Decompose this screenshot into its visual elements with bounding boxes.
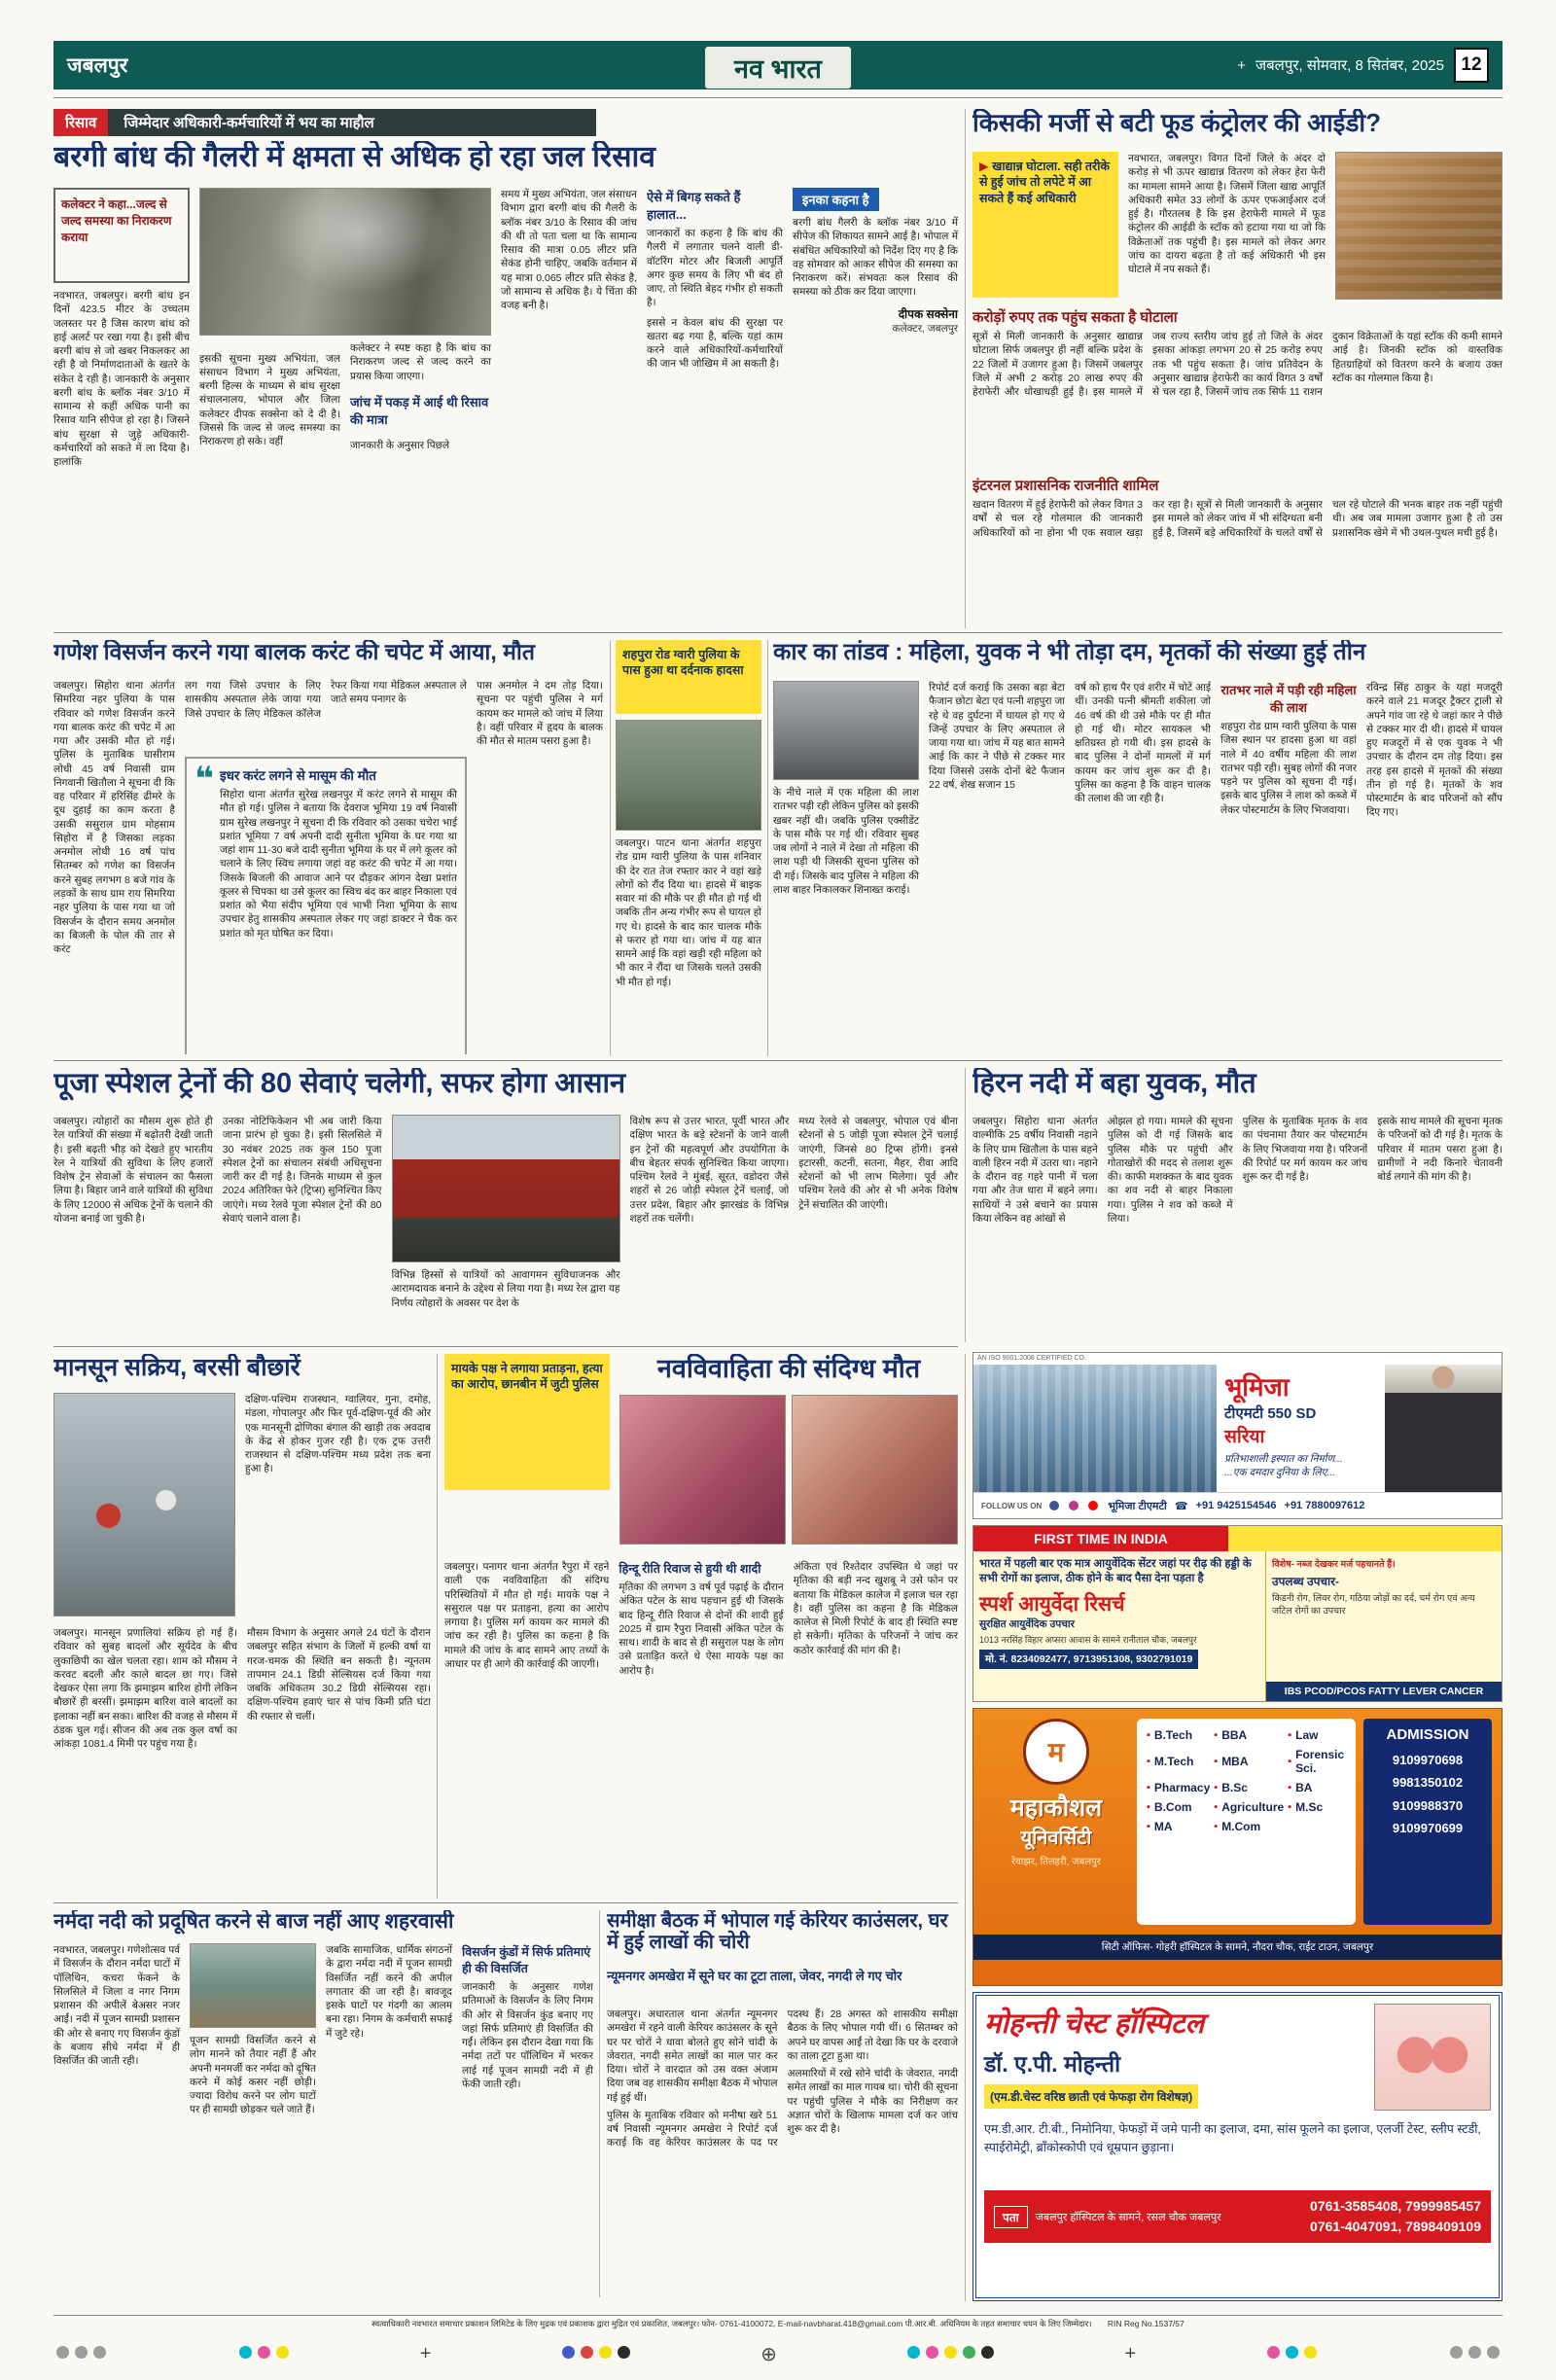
admission-box <box>1363 1719 1492 1925</box>
bullet-icon: ▪ <box>1147 1729 1150 1741</box>
dam-gallery-photo <box>199 188 491 336</box>
narmada-body-2: पूजन सामग्री विसर्जित करने से लोग मानने को तैयार नहीं हैं और अपनी मनमर्जी कर नर्मदा को दूषित करने में कोई कसर नहीं छोड़ी। ज्यादा विरोध करने पर लोग घाटों पर ही सामग्री छोड़कर चले जाते हैं। <box>190 2035 316 2116</box>
crosshair-mark: + <box>1124 2343 1137 2364</box>
leak-body-7: इससे न केवल बांध की सुरक्षा पर खतरा बढ़ गया है, बल्कि यहां काम करने वाले अधिकारियों-कर्मचारियों की जान भी जोखिम में आ सकती है। <box>647 316 783 371</box>
narmada-headline: नर्मदा नदी को प्रदूषित करने से बाज नहीं आए शहरवासी <box>53 1910 454 1933</box>
ad-mahakaushal-university <box>972 1708 1503 1986</box>
narmada-subhead: विसर्जन कुंडों में सिर्फ प्रतिमाएं ही की विसर्जित <box>462 1945 591 1975</box>
ad-sparsh-ayurveda <box>972 1525 1503 1702</box>
leak-body-2: इसकी सूचना मुख्य अभियंता, जल संसाधन विभाग ने मुख्य अभियंता, बरगी हिल्स के माध्यम से बांध सुरक्षा संचालनालय, भोपाल और जिला कलेक्टर दीपक सक्सेना को दे दी है। जिससे कि जल्द से जल्द समस्या का निराकरण हो सके। वहीं <box>199 352 340 448</box>
gray-dots-group <box>1447 2346 1503 2363</box>
article-food-controller <box>972 109 1503 628</box>
hiran-body-1: जबलपुर। सिहोरा थाना अंतर्गत वाल्मीकि 25 वर्षीय निवासी नहाने के लिए ग्राम खितौला के पास बहने वाली हिरन नदी में उतरा था। नहाने के दौरान वह गहरे पानी में चला गया और तेज धारा में बहने लगा। साथियों ने उसे बचाने का प्रयास किया लेकिन वह आंखों से <box>972 1116 1098 1225</box>
bullet-icon: ▪ <box>1214 1756 1219 1767</box>
electrocution-quote-box <box>185 757 467 1054</box>
color-dots-group <box>559 2346 633 2363</box>
leak-body-4: जानकारी के अनुसार पिछले <box>350 439 450 451</box>
sparsh-sub: सुरक्षित आयुर्वेदिक उपचार <box>979 1617 1075 1630</box>
bullet-icon: ▪ <box>1147 1801 1150 1813</box>
bride-subhead: हिन्दू रीति रिवाज से हुयी थी शादी <box>619 1562 761 1576</box>
theft-body-2: पुलिस के मुताबिक रविवार को मनीषा खरे 51 वर्ष निवासी न्यूमनगर अमखेरा ने रिपोर्ट दर्ज कराई कि वह केरियर काउंसलर के पद पर पदस्थ हैं। 28 अगस्त को शासकीय समीक्षा बैठक के लिए भोपाल गयी थीं। 6 सितम्बर को अपने घर वापस आईं तो देखा कि घर के दरवाजे का ताला टूटा हुआ था। <box>607 2008 958 2149</box>
page-number: 12 <box>1454 48 1489 83</box>
university-name: महाकौशल <box>1009 1794 1103 1822</box>
bhumija-phone-1: +91 9425154546 <box>1195 1500 1277 1511</box>
bullet-icon: ▪ <box>1147 1782 1150 1794</box>
crosshair-mark: + <box>419 2343 432 2364</box>
leak-body-6: जानकारों का कहना है कि बांध की गैलरी में लगातार चलने वाली डी-वॉटरिंग मोटर और बिजली आपूर्ति अगर कुछ समय के लिए भी बंद हो जाए, तो स्थिति बेहद गंभीर हो सकती है। <box>647 228 783 309</box>
monsoon-body-2: मौसम विभाग के अनुसार अगले 24 घंटों के दौरान जबलपुर सहित संभाग के जिलों में हल्की वर्षा या गरज-चमक की स्थिति बन सकती है। न्यूनतम तापमान 24.1 डिग्री सेल्सियस दर्ज किया गया जबकि अधिकतम 30.2 डिग्री सेल्सियस रहा। दक्षिण-पश्चिम हवाएं चार से पांच किमी प्रति घंटा की रफ्तार से चलीं। <box>247 1627 431 1723</box>
course-item: B.Tech <box>1153 1728 1193 1742</box>
youtube-icon <box>1088 1501 1098 1510</box>
monsoon-headline: मानसून सक्रिय, बरसी बौछारें <box>53 1354 301 1381</box>
collector-statement: बरगी बांध गैलरी के ब्लॉक नंबर 3/10 में सीपेज की शिकायत सामने आई है। भोपाल में संबंधित अधिकारियों को निर्देश दिए गए है कि वह सोमवार को आकर सीपेज की समस्या का निराकरण करें। संभवतः कल रिसाव की समस्या को ठीक कर दिया जाएगा। <box>793 217 958 299</box>
row-rule <box>53 1060 1503 1061</box>
university-location: रेवाझर, तिलहरी, जबलपुर <box>1011 1857 1101 1867</box>
food-body-1: नवभारत, जबलपुर। विगत दिनों जिले के अंदर दो करोड़ से भी ऊपर खाद्यान्न वितरण को लेकर हेरा फेरी का मामला सामने आया है। जिसमें जिला खाद्य आपूर्ति अधिकारी समेत 33 लोगों के ऊपर एफआईआर दर्ज हुई है। गौरतलब है कि इस हेराफेरी मामले में फूड कंट्रोलर की आईडी के स्टॉक को हटाया गया था जो कि विक्रेताओं तक पहुंची है। इस मामले को लेकर अगर जांच का दायरा बढ़ता है तो कई अधिकारी भी इस घोटाले में नप सकते हैं। <box>1128 153 1326 276</box>
bhumija-product2: सरिया <box>1224 1427 1265 1447</box>
bride-kicker-box: मायके पक्ष ने लगाया प्रताड़ना, हत्या का आरोप, छानबीन में जुटी पुलिस <box>444 1354 610 1490</box>
admission-phone: 9109970698 <box>1392 1753 1464 1767</box>
column-rule <box>437 1354 438 1899</box>
hospital-phone-1: 0761-3585408, 7999985457 <box>1310 2198 1481 2214</box>
train-body-mid: विभिन्न हिस्सों से यात्रियों को आवागमन सुविधाजनक और आरामदायक बनाने के उद्देश्य से लिया गया है। मध्य रेल द्वारा यह निर्णय त्योहारों के अवसर पर देश के <box>391 1269 620 1309</box>
bride-body-2: मृतिका की लगभग 3 वर्ष पूर्व पढ़ाई के दौरान अंकित पटेल के साथ पहचान हुई थी जिसके बाद हिन्दू रीति रिवाज से दोनों की शादी हुई 2025 में ग्राम रैपुरा निवासी अंकित पटेल के साथ। शादी के बाद से ही ससुराल पक्ष के लोग उसे प्रताड़ित करते थे ऐसा मायके पक्ष का आरोप है। <box>619 1581 784 1677</box>
theft-kicker: न्यूमनगर अमखेरा में सूने घर का टूटा ताला, जेवर, नगदी ले गए चोर <box>607 1969 902 1983</box>
doctor-qualification: (एम.डी.चेस्ट वरिष्ठ छाती एवं फेफड़ा रोग विशेषज्ञ) <box>984 2084 1198 2109</box>
accident-scene-photo <box>616 720 761 831</box>
bullet-icon: ▪ <box>1288 1801 1292 1813</box>
bullet-icon: ▪ <box>1214 1729 1219 1741</box>
admission-phone: 9109988370 <box>1392 1797 1464 1813</box>
car-body-2: रिपोर्ट दर्ज कराई कि उसका बड़ा बेटा फैजान छोटा बेटा एवं पत्नी शहपुरा जा रहे थे वह दुर्घटना में घायल हो गए थे जिन्हें उपचार के लिए अस्पताल ले जाया गया था। जांच में यह बात सामने आई कि कार ने पीछे से टक्कर मार दिया जिससे उसके दोनों बेटे फैजान 22 वर्ष, शेख सजान 15 <box>929 682 1065 791</box>
course-item: Pharmacy <box>1153 1781 1211 1794</box>
row-rule <box>53 1346 958 1347</box>
course-item: M.Com <box>1221 1820 1261 1833</box>
city-office-strip: सिटी ऑफिस- गोहरी हॉस्पिटल के सामने, नौदरा चौक, राईट टाउन, जबलपुर <box>973 1935 1502 1960</box>
food-kicker-box <box>972 152 1118 298</box>
car-body-3: वर्ष को हाथ पैर एवं शरीर में चोटें आई थीं। उनकी पत्नी श्रीमती शकीला जो 46 वर्ष की थी उसे मौके पर ही मौत हो गई थी। मोटर सायकल भी क्षतिग्रस्त हो गयी थी। इस हादसे के बाद पुलिस ने दोनों मामलों में मर्ग कायम कर जांच शुरू कर दी है। पुलिस का कहना है कि वाहन चालक की तलाश की जा रही है। <box>1075 682 1211 805</box>
iso-certification-text: AN ISO 9001:2008 CERTIFIED CO. <box>977 1355 1086 1362</box>
quote-mark-icon: ❝ <box>194 761 214 798</box>
monsoon-body-1: जबलपुर। मानसून प्रणालियां सक्रिय हो गई हैं। रविवार को सुबह बादलों और सूर्यदेव के बीच लुकाछिपी का खेल चलता रहा। शाम को मौसम ने करवट बदली और काले बादल छा गए। जिसे देखकर ऐसा लगा कि झमाझम बारिश होगी लेकिन बौछारें ही बरसीं। झमाझम बारिश वाले बादलों का इलाका नहीं बन सका। बारिश की वजह से मौसम में ठंडक घुल गई। सीजन की अब तक कुल वर्षा का आंकड़ा 1081.4 मिमी पर पहुंच गया है। <box>53 1627 237 1751</box>
ganesh-quote-head: इधर करंट लगने से मासूम की मौत <box>219 768 376 783</box>
sparsh-top-filler <box>1228 1526 1502 1551</box>
bhumija-contact-brand: भूमिजा टीएमटी <box>1108 1500 1167 1512</box>
sparsh-right-note: विशेष- नब्ज देखकर मर्ज पहचानते हैं। <box>1272 1559 1396 1570</box>
admission-phone: 9109970699 <box>1392 1821 1464 1836</box>
rain-street-photo <box>53 1393 235 1616</box>
train-photo <box>392 1115 620 1262</box>
lungs-illustration <box>1374 2004 1491 2111</box>
admission-label: ADMISSION <box>1386 1726 1469 1743</box>
hospital-phone-2: 0761-4047091, 7898409109 <box>1310 2219 1481 2234</box>
article-car-rampage <box>773 640 1503 1056</box>
sparsh-right-title: उपलब्ध उपचार- <box>1272 1575 1340 1588</box>
car-body-4: शहपुरा रोड ग्राम ग्वारी पुलिया के पास जिस स्थान पर हादसा हुआ था वहां नाले में 40 वर्षीय महिला की लाश रातभर पड़ी रही। सुबह लोगों की नजर पड़ने पर पुलिस को सूचना दी गई। इसके बाद पुलिस ने लाश को कब्जे में लेकर पोस्टमार्टम के लिए भिजवाया। <box>1220 721 1357 816</box>
bullet-icon: ▪ <box>1147 1756 1150 1767</box>
article-counsellor-theft <box>607 1910 958 2297</box>
university-logo: म <box>1023 1719 1089 1785</box>
grain-sacks-photo <box>1335 152 1503 300</box>
course-item: B.Sc <box>1221 1781 1248 1794</box>
header-rule <box>53 97 1503 98</box>
arrow-icon: ▶ <box>979 160 989 173</box>
buildings-photo <box>973 1365 1217 1493</box>
brand-ambassador-photo <box>1385 1365 1502 1493</box>
bullet-icon: ▪ <box>1214 1821 1219 1832</box>
doctor-name: डॉ. ए.पी. मोहन्ती <box>984 2051 1121 2077</box>
leak-headline: बरगी बांध की गैलरी में क्षमता से अधिक हो रहा जल रिसाव <box>53 141 655 173</box>
target-mark: ⊕ <box>760 2344 777 2365</box>
sparsh-address: 1013 नरसिंह विहार अप्सरा आवास के सामने रानीताल चौक, जबलपुर <box>979 1634 1197 1645</box>
leak-body-3: कलेक्टर ने स्पष्ट कहा है कि बांध का निराकरण जल्द से जल्द करने का प्रयास किया जाएगा। <box>350 342 491 382</box>
edition-city: जबलपुर <box>67 54 128 77</box>
bride-portrait-photo <box>792 1395 958 1545</box>
statement-author: दीपक सक्सेना <box>898 306 958 321</box>
leak-kicker: जिम्मेदार अधिकारी-कर्मचारियों में भय का माहौल <box>108 109 596 136</box>
article-pooja-special-trains <box>53 1068 958 1342</box>
row-rule <box>53 1902 958 1903</box>
sparsh-left-column <box>973 1551 1265 1701</box>
course-item: Agriculture <box>1221 1800 1285 1814</box>
shahpura-kicker: शहपुरा रोड ग्वारी पुलिया के पास हुआ था दर्दनाक हादसा <box>616 640 761 714</box>
mahakaushal-identity <box>983 1719 1129 1925</box>
statement-label: इनका कहना है <box>793 188 879 211</box>
sparsh-right-column <box>1265 1551 1502 1701</box>
bride-body-3: अंकिता एवं रिश्तेदार उपस्थित थे जहां पर मृतिका की बड़ी नन्द खुशबू ने उसे फोन पर बताया कि मेडिकल कालेज में इलाज चल रहा है। वहीं पुलिस का कहना है कि मेडिकल कालेज से मिली रिपोर्ट के बाद ही स्थिति स्पष्ट हो सकेगी। मृतिका के परिजनों ने जांच कर कठोर कार्रवाई की मांग की है। <box>793 1561 958 1656</box>
facebook-icon <box>1049 1501 1059 1510</box>
university-name-2: यूनिवर्सिटी <box>1020 1828 1092 1849</box>
bride-headline: नवविवाहिता की संदिग्ध मौत <box>656 1354 921 1383</box>
bhumija-phone-2: +91 7880097612 <box>1284 1500 1365 1511</box>
bride-body-1: जबलपुर। पनागर थाना अंतर्गत रैपुरा में रहने वाली एक नवविवाहिता की संदिग्ध परिस्थितियों में मौत हो गई। मायके पक्ष ने ससुराल पक्ष पर प्रताड़ना, हत्या का आरोप लगाया है। पुलिस मर्ग कायम कर मामले की जांच कर रही है। पुलिस का कहना है कि मामले की जांच के बाद सामने आए तथ्यों के आधार पर ही आगे की कार्रवाई की जाएगी। <box>444 1561 610 1670</box>
bullet-icon: ▪ <box>1288 1729 1292 1741</box>
car-accident-photo <box>773 681 919 780</box>
monsoon-side-body: दक्षिण-पश्चिम राजस्थान, ग्वालियर, गुना, दमोह, मंडला, गोपालपुर और फिर पूर्व-दक्षिण-पूर्व की ओर एक मानसूनी द्रोणिका बंगाल की खाड़ी तक अवदाब के केंद्र से होकर गुजर रही है। एक ट्रफ उत्तरी राजस्थान से दक्षिण-पश्चिम मध्य प्रदेश तक बना हुआ है। <box>245 1394 431 1475</box>
imprint-line <box>53 2315 1503 2329</box>
narmada-body-3: जबकि सामाजिक, धार्मिक संगठनों के द्वारा नर्मदा नदी में पूजन सामग्री विसर्जित नहीं करने की अपील लगातार की जा रही है। बावजूद इसके घाटों पर गंदगी का आलम बना रहा। निगम के कर्मचारी सफाई में जुटे रहे। <box>326 1944 452 2040</box>
course-item: Law <box>1295 1728 1319 1742</box>
column-rule <box>767 640 768 1056</box>
ghat-photo <box>190 1943 316 2028</box>
ganesh-body-1: जबलपुर। सिहोरा थाना अंतर्गत सिमरिया नहर पुलिया के पास रविवार को गणेश विसर्जन करने गया बालक करंट की चपेट में आ गया और उसकी मौत हो गई। पुलिस के मुताबिक घासीराम लोधी 45 वर्ष निवासी ग्राम निगवानी खितौला ने सूचना दी कि वह परिवार में हरिसिंह ढीमरे के दूध दुहाई का काम करता है उसकी ससुराल ग्राम मोहसाम सिहोरा में है जिसका लड़का अनमोल लोधी 16 वर्ष पांच सितम्बर को गणेश का विसर्जन करने सुबह लगभग 8 बजे गांव के लड़कों के साथ ग्राम राय सिमरिया नहर पुलिया के पास गया था जो विसर्जन के दौरान समय अनमोल का बिजली के पोल की तार से करंट <box>53 680 175 956</box>
food-body-3: खदान वितरण में हुई हेराफेरी को लेकर विगत 3 वर्षों से चल रहे गोलमाल की जानकारी अधिकारियों को ना होना भी एक सवाल खड़ा कर रहा है। सूत्रों से मिली जानकारी के अनुसार इस मामले को लेकर जांच में भी संदिग्धता बनी हुई है, जिसमें बड़े अधिकारियों के चलते वर्षों से चल रहे घोटाले की भनक बाहर तक नहीं पहुंची थी। अब जब मामला उजागर हुआ है तो उस प्रशासनिक खेमे में भी उथल-पुथल मची हुई है। <box>972 499 1503 539</box>
food-headline: किसकी मर्जी से बटी फूड कंट्रोलर की आईडी? <box>972 109 1381 137</box>
masthead-bar <box>53 41 1503 89</box>
bhumija-brand: भूमिजा <box>1224 1372 1290 1402</box>
train-body-3: विशेष रूप से उत्तर भारत, पूर्वी भारत और दक्षिण भारत के बड़े स्टेशनों के जाने वाली इन ट्रेनों की महत्वपूर्ण और उपयोगिता के बीच बेहतर संपर्क सुनिश्चित किया जाएगा। पश्चिम रेलवे ने मुंबई, सूरत, वडोदरा जैसे शहरों से 26 जोड़ी स्पेशल ट्रेनें चलाईं, जो उत्तर प्रदेश, बिहार और झारखंड के विभिन्न शहरों तक चलेंगी। <box>629 1116 790 1225</box>
food-subhead-2: इंटरनल प्रशासनिक राजनीति शामिल <box>972 478 1159 494</box>
article-shahpura-accident-note <box>616 640 761 1056</box>
phone-icon: ☎ <box>1174 1500 1188 1512</box>
column-rule <box>599 1910 600 2297</box>
sparsh-top-strip <box>973 1526 1502 1551</box>
bullet-icon: ▪ <box>1214 1801 1219 1813</box>
theft-headline: समीक्षा बैठक में भोपाल गई केरियर काउंसलर, घर में हुई लाखों की चोरी <box>607 1910 948 1954</box>
narmada-body-4: जानकारी के अनुसार गणेश प्रतिमाओं के विसर्जन के लिए निगम की ओर से विसर्जन कुंड बनाए गए जहां सिर्फ प्रतिमाएं ही विसर्जित की गईं। लेकिन इस दौरान देखा गया कि नर्मदा तटों पर पॉलिथिन में भरकर लाई गई पूजन सामग्री नदी में ही फेंकी जाती रही। <box>462 1981 593 2090</box>
theft-body-1: जबलपुर। अधारताल थाना अंतर्गत न्यूमनगर अमखेरा में रहने वाली केरियर काउंसलर के सूने घर पर चोरों ने धावा बोलते हुए सोने चांदी के जेवरात, नगदी समेत लाखों का माल पार कर दिया। चोरों ने वारदात को उस वक्त अंजाम दिया जब वह शासकीय समीक्षा बैठक में भोपाल गई हुई थीं। <box>607 2008 778 2104</box>
car-headline: कार का तांडव : महिला, युवक ने भी तोड़ा दम, मृतकों की संख्या हुई तीन <box>773 640 1366 665</box>
follow-us-label: FOLLOW US ON <box>981 1501 1043 1510</box>
ad-mohanty-hospital <box>972 1992 1503 2301</box>
course-item: M.Tech <box>1153 1755 1194 1768</box>
registration-marks <box>53 2342 1503 2366</box>
hiran-headline: हिरन नदी में बहा युवक, मौत <box>972 1068 1256 1099</box>
hiran-body-4: इसके साथ मामले की सूचना मृतक के परिजनों को दी गई है। मृतक के परिवार में मातम पसरा हुआ है। ग्रामीणों ने नदी किनारे चेतावनी बोर्ड लगाने की मांग की है। <box>1377 1116 1503 1184</box>
sparsh-phones: मो. नं. 8234092477, 9713951308, 9302791019 <box>979 1650 1198 1669</box>
color-dots-group <box>904 2346 997 2363</box>
course-item: MBA <box>1221 1755 1249 1768</box>
article-newlywed-death <box>444 1354 958 1899</box>
bullet-icon: ▪ <box>1147 1821 1150 1832</box>
ganesh-quote-body: सिहोरा थाना अंतर्गत सुरेख लखनपुर में करंट लगने से मासूम की मौत हो गई। पुलिस ने बताया कि देवराज भूमिया 19 वर्ष निवासी ग्राम सुरेख लखनपुर ने सूचना दी कि रविवार को उसका चचेरा भाई प्रशांत भूमिया 7 वर्ष अपनी दादी सुनीता भूमिया के घर गया था जहां शाम 11-30 बजे दादी सुनीता भूमिया के घर में लगे कूलर को चलाने के लिए स्विच लगाया जहां वह करंट की चपेट में आ गया। जिसके बिजली की आवाज आने पर दौड़कर आंगन देखा प्रशांत कूलर से चिपका था उसे कूलर का स्विच बंद कर बाहर निकाला एवं प्रशांत को भैया संदीप भूमिया एवं भाभी निशा भूमिया के साथ उपचार हेतु शासकीय अस्पताल लेकर गए जहां डाक्टर ने चैक कर प्रशांत को मृत घोषित कर दिया। <box>219 789 457 940</box>
sparsh-headline: भारत में पहली बार एक मात्र आयुर्वेदिक सेंटर जहां पर रीढ़ की हड्डी के सभी रोगों का इलाज, ठीक होने के बाद पैसा देना पड़ता है <box>979 1558 1252 1584</box>
instagram-icon <box>1069 1501 1079 1510</box>
bullet-icon: ▪ <box>1214 1782 1219 1794</box>
leak-label: रिसाव <box>53 109 108 136</box>
row-rule <box>53 632 1503 633</box>
article-narmada-pollution <box>53 1910 593 2297</box>
leak-subhead-2: ऐसे में बिगड़ सकते हैं हालात... <box>647 190 741 222</box>
car-body-5: रविन्द्र सिंह ठाकुर के यहां मजदूरी करने वाले 21 मजदूर ट्रैक्टर ट्राली से अपने गांव जा रहे थे जहां कार ने पीछे से टक्कर मार दी थी। हादसे में घायल हुए मजदूरों में से एक युवक ने भी उपचार के दौरान दम तोड़ दिया। इस तरह इस हादसे में मृतकों की संख्या तीन हो गई है। मृतकों के शव पोस्टमार्टम के बाद परिजनों को सौंप दिए गए। <box>1366 682 1503 819</box>
course-item: B.Com <box>1153 1800 1192 1814</box>
train-body-1: जबलपुर। त्योहारों का मौसम शुरू होते ही रेल यात्रियों की संख्या में बढ़ोतरी देखी जाती है। इसी बढ़ती भीड़ को देखते हुए भारतीय रेल ने यात्रियों की सुविधा के लिए हजारों विशेष ट्रेन सेवाओं के संचालन का फैसला लिया है। बिहार जाने वाले यात्रियों की सुविधा के लिए 12000 से अधिक ट्रेनों के चलाने की योजना बनाई जा चुकी है। <box>53 1116 213 1225</box>
family-group-photo <box>619 1395 786 1545</box>
course-item: BA <box>1295 1781 1313 1794</box>
article-monsoon-showers <box>53 1354 431 1899</box>
course-item: Forensic Sci. <box>1295 1748 1345 1775</box>
leak-body-5: समय में मुख्य अभियंता, जल संसाधन विभाग द्वारा बरगी बांध की गैलरी के ब्लॉक नंबर 3/10 के रिसाव की जांच की थी तो पता चला था कि सामान्य रिसाव की मात्रा 0.05 लीटर प्रति सेकंड होनी चाहिए, जबकि वर्तमान में यह मात्रा 0.065 लीटर प्रति सेकंड है, जो सामान्य से अधिक है। ये चिंता की वजह बनी है। <box>501 189 637 312</box>
imprint-text: स्वत्वाधिकारी नवभारत समाचार प्रकाशन लिमिटेड के लिए मुद्रक एवं प्रकाशक द्वारा मुद्रित एवं प्रकाशित, जबलपुर। फोन- 0761-4100072, E-mail-navbharat.418@gmail.com पी.आर.बी. अधिनियम के तहत समाचार चयन के लिए जिम्मेदार। <box>371 2319 1092 2328</box>
column-rule <box>965 109 966 628</box>
dateline: जबलपुर, सोमवार, 8 सितंबर, 2025 <box>1255 57 1444 74</box>
ganesh-body-3: पास अनमोल ने दम तोड़ दिया। सूचना पर पहुंची पुलिस ने मर्ग कायम कर मामले को जांच में लिया है। वहीं परिवार में हृदय के बालक की मौत से मातम पसरा हुआ है। <box>477 680 603 748</box>
course-item: BBA <box>1221 1728 1248 1742</box>
bhumija-tagline-1: प्रतिभाशाली इस्पात का निर्माण... <box>1224 1453 1343 1465</box>
bullet-icon: ▪ <box>1288 1782 1292 1794</box>
sparsh-brand: स्पर्श आयुर्वेदा रिसर्च <box>979 1592 1125 1616</box>
leak-body-1: नवभारत, जबलपुर। बरगी बांध इन दिनों 423.5 मीटर के उच्चतम जलस्तर पर है जिस कारण बांध को हाई अलर्ट पर रखा गया है। इसी बीच बरगी बांध से जो खबर निकलकर आ रही है वो निर्माणदाताओं के खतरे के संकेत दे रही है। जानकारी के अनुसार बरगी बांध के ब्लॉक नंबर 3/10 में सामान्य से कहीं अधिक पानी का रिसाव यानि सीपेज हो रहा है। जिसने बांध सुरक्षा से जुड़े अधिकारी-कर्मचारियों को सकते में ला दिया है। हालांकि <box>53 290 190 469</box>
monsoon-main-body <box>53 1626 431 1895</box>
column-rule <box>610 640 611 1056</box>
article-bargi-dam-leak <box>53 109 958 628</box>
food-subhead-1: करोड़ों रुपए तक पहुंच सकता है घोटाला <box>972 309 1178 326</box>
sparsh-banner: FIRST TIME IN INDIA <box>973 1526 1228 1551</box>
train-headline: पूजा स्पेशल ट्रेनों की 80 सेवाएं चलेगी, सफर होगा आसान <box>53 1068 626 1099</box>
hospital-name: मोहन्ती चेस्ट हॉस्पिटल <box>984 2008 1205 2040</box>
ganesh-headline: गणेश विसर्जन करने गया बालक करंट की चपेट में आया, मौत <box>53 640 535 664</box>
food-body-2: सूत्रों से मिली जानकारी के अनुसार खाद्यान्न घोटाला सिर्फ जबलपुर ही नहीं बल्कि प्रदेश के 22 जिलों में उजागर हुआ है। जिसमें जबलपुर जिले में अभी 2 करोड़ 20 लाख रुपए की हेराफेरी और धोखाधड़ी हुई है। इस मामले में जब राज्य स्तरीय जांच हुई तो जिले के अंदर इसका आंकड़ा लगभग 20 से 25 करोड़ रुपए तक भी पहुंच सकता है। जांच प्रतिवेदन के अनुसार खाद्यान्न हेराफेरी का कार्य विगत 3 वर्षों से चल रहा है, जिसमें जांच तक सिर्फ 11 राशन दुकान विक्रेताओं के यहां स्टॉक की कमी सामने आई है। जिनकी स्टॉक को वास्तविक हितग्राहियों को वितरण करने के बजाय उक्त स्टॉक का गोलमाल किया है। <box>972 331 1503 399</box>
train-body-4: मध्य रेलवे से जबलपुर, भोपाल एवं बीना स्टेशनों से 5 जोड़ी पूजा स्पेशल ट्रेनें चलाई जाएंगी, जिनसे 80 ट्रिप्स होंगी। इनसे इटारसी, कटनी, सतना, मैहर, रीवा आदि स्टेशनों को भी लाभ मिलेगा। पूर्व और पश्चिम रेलवे की ओर से भी अनेक विशेष ट्रेनें संचालित की जाएंगी। <box>798 1116 958 1211</box>
column-rule <box>965 1068 966 1342</box>
bhumija-product: टीएमटी 550 SD <box>1224 1405 1317 1422</box>
column-rule <box>965 1354 966 2301</box>
leak-kicker-row <box>53 109 958 136</box>
hospital-services: एम.डी.आर. टी.बी., निमोनिया, फेफड़ों में जमे पानी का इलाज, दमा, सांस फूलने का इलाज, एलर्जी टेस्ट, स्लीप स्टडी, स्पाईरोमेट्री, ब्रॉंकोस्कोपी एवं धूम्रपान छुड़ाना। <box>984 2122 1481 2154</box>
course-list <box>1137 1719 1356 1925</box>
bullet-icon: ▪ <box>1288 1756 1292 1767</box>
car-body-1: के नीचे नाले में एक महिला की लाश रातभर पड़ी रही लेकिन पुलिस को इसकी खबर नहीं थी। जबकि पुलिस एक्सीडेंट के पास मौके पर गई थी। रविवार सुबह जब लोगों ने नाले में देखा तो महिला की लाश पड़ी थी जिसकी सूचना पुलिस को दी गई। जिसके बाद पुलिस ने महिला की लाश बाहर निकालकर शिनाख्त कराई। <box>773 787 919 896</box>
hospital-address: जबलपुर हॉस्पिटल के सामने, रसल चौक जबलपुर <box>1035 2211 1221 2223</box>
cmy-dots-group <box>1264 2346 1320 2363</box>
train-body-2: उनका नोटिफिकेशन भी अब जारी किया जाना प्रारंभ हो चुका है। इसी सिलसिले में 30 नवंबर 2025 तक कुल 150 पूजा स्पेशल ट्रेनों का संचालन संबंधी अधिसूचना जारी कर दी गई है। जिनके माध्यम से कुल 2024 अतिरिक्त फेरे (ट्रिप्स) सुनिश्चित किए जाएंगे। मध्य रेलवे पूजा स्पेशल ट्रेनों की 80 सेवाएं चलाने वाला है। <box>222 1116 382 1225</box>
bhumija-tagline-2: ...एक दमदार दुनिया के लिए... <box>1224 1467 1336 1478</box>
article-hiran-river-drowning <box>972 1068 1503 1342</box>
collector-quote-box: कलेक्टर ने कहा...जल्द से जल्द समस्या का निराकरण कराया <box>53 188 190 283</box>
theft-body-3: अलमारियों में रखे सोने चांदी के जेवरात, नगदी समेत लाखों का माल गायब था। चोरी की सूचना पर पहुंची पुलिस ने मौके का निरीक्षण कर अज्ञात चोरों के खिलाफ मामला दर्ज कर जांच शुरू कर दी है। <box>787 2068 958 2136</box>
shahpura-body: जबलपुर। पाटन थाना अंतर्गत शहपुरा रोड ग्राम ग्वारी पुलिया के पास शनिवार की देर रात तेज रफ्तार कार ने वहां खड़े लोगों को रौंद दिया था। हादसे में बाइक सवार मां की मौके पर ही मौत हो गई थी जबकि तीन अन्य गंभीर रूप से घायल हो गए थे। हादसे के बाद कार चालक मौके से फरार हो गया था। जांच में यह बात सामने आई कि वहां खड़ी रही महिला को भी कार ने रौंदा था जिसके चलते उसकी भी मौत हो गई। <box>616 837 761 988</box>
print-plus-mark: + <box>1237 56 1246 74</box>
ad-bhumija-tmt <box>972 1352 1503 1519</box>
ganesh-body-2: लग गया जिसे उपचार के लिए शासकीय अस्पताल लेके जाया गया जिसे उपचार के लिए मेडिकल कॉलेज रेफर किया गया मेडिकल अस्पताल ले जाते समय पनागर के <box>185 680 467 720</box>
hospital-contact-strip <box>984 2190 1491 2243</box>
cmy-dots-group <box>236 2346 292 2363</box>
theft-body <box>607 2007 958 2291</box>
bhumija-contact-strip <box>973 1492 1502 1518</box>
hiran-body-3: पुलिस के मुताबिक मृतक के शव का पंचनामा तैयार कर पोस्टमार्टम के लिए भिजवाया गया है। परिजनों की रिपोर्ट पर मर्ग कायम कर जांच शुरू कर दी गई है। <box>1242 1116 1368 1184</box>
course-item: MA <box>1153 1820 1173 1833</box>
bhumija-text-block <box>1224 1368 1380 1479</box>
article-ganesh-electrocution <box>53 640 603 1056</box>
sparsh-right-items: किडनी रोग, लिवर रोग, गठिया जोड़ों का दर्द, चर्म रोग एवं अन्य जटिल रोगों का उपचार <box>1272 1593 1475 1616</box>
rni-number: RIN Reg No.1537/57 <box>1107 2319 1185 2328</box>
food-kicker-text: खाद्यान्न घोटाला. सही तरीके से हुई जांच तो लपेटे में आ सकते हैं कई अधिकारी <box>979 160 1110 205</box>
address-label: पता <box>994 2206 1028 2228</box>
gray-dots-group <box>53 2346 109 2363</box>
admission-phone: 9981350102 <box>1392 1775 1464 1791</box>
statement-author-role: कलेक्टर, जबलपुर <box>892 322 958 335</box>
car-subhead: रातभर नाले में पड़ी रही महिला की लाश <box>1220 683 1357 715</box>
course-item: M.Sc <box>1295 1800 1324 1814</box>
hiran-body-2: ओझल हो गया। मामले की सूचना पुलिस को दी गई जिसके बाद पुलिस मौके पर पहुंची और गोताखोरों की मदद से तलाश शुरू की। काफी मशक्कत के बाद युवक का शव नदी से बाहर निकाला गया। पुलिस ने शव को कब्जे में लिया। <box>1107 1116 1233 1225</box>
leak-subhead-1: जांच में पकड़ में आई थी रिसाव की मात्रा <box>350 395 489 428</box>
narmada-body-1: नवभारत, जबलपुर। गणेशोत्सव पर्व में विसर्जन के दौरान नर्मदा घाटों में पॉलिथिन, कचरा फेंकने के सिलसिले में जिला व नगर निगम प्रशासन की अपीलें बेअसर नजर आईं। नदी में पूजन सामग्री प्रशासन की ओर से बनाए गए विसर्जन कुंडों के बजाय सीधे नर्मदा में ही विसर्जित की जाती रही। <box>53 1944 180 2068</box>
masthead-title: नव भारत <box>705 47 851 89</box>
sparsh-bottom-strip: IBS PCOD/PCOS FATTY LEVER CANCER <box>1266 1682 1502 1701</box>
statement-signature <box>793 305 958 336</box>
